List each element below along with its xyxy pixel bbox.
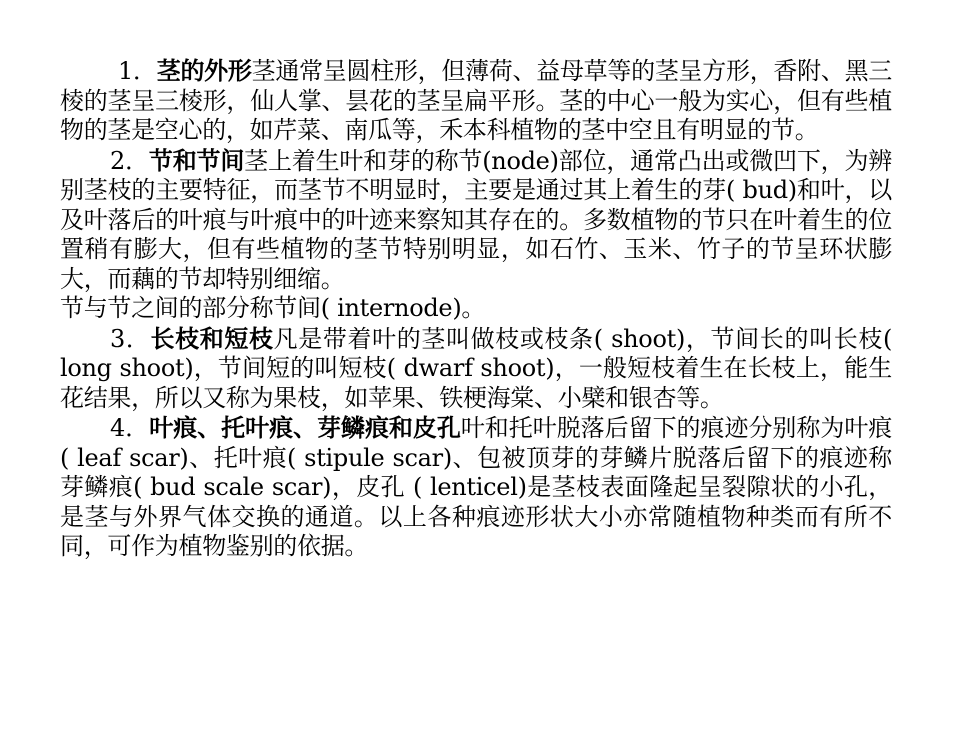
paragraph-number: 4． (110, 414, 150, 442)
paragraph-heading: 节和节间 (148, 145, 245, 175)
paragraph-heading: 叶痕、托叶痕、芽鳞痕和皮孔 (149, 413, 461, 442)
paragraph-long-short-shoot (60, 324, 892, 414)
paragraph-number: 3． (110, 324, 151, 353)
paragraph-body: 茎上着生叶和芽的称节(node)部位，通常凸出或微凹下，为辨别茎枝的主要特征，而茎节不明显时，主要是通过其上着生的芽( bud)和叶，以及叶落后的叶痕与叶痕中的叶迹来察知其存在的。多数植物的节只在叶着生的位置稍有膨大，但有些植物的茎节特别明显，如石竹、玉米、竹子的节呈环状膨大，而藕的节却特别细缩。 (60, 146, 892, 293)
paragraph-number: 2． (110, 146, 149, 175)
paragraph-heading: 茎的外形 (156, 56, 252, 85)
paragraph-body: 茎通常呈圆柱形，但薄荷、益母草等的茎呈方形，香附、黑三棱的茎呈三棱形，仙人掌、昙花的茎呈扁平形。茎的中心一般为实心，但有些植物的茎是空心的，如芹菜、南瓜等，禾本科植物的茎中空且有明显的节。 (60, 57, 893, 144)
paragraph-internode-definition (60, 294, 892, 324)
paragraph-stem-shape (60, 56, 892, 146)
paragraph-heading: 长枝和短枝 (150, 323, 274, 353)
paragraph-scars-lenticels (60, 413, 892, 562)
paragraph-body: 凡是带着叶的茎叫做枝或枝条( shoot)，节间长的叫长枝( long shoot)，节间短的叫短枝( dwarf shoot)，一般短枝着生在长枝上，能生花结果，所以又称为果枝，如苹果、铁梗海棠、小檗和银杏等。 (60, 324, 893, 412)
slide-text-body (60, 56, 892, 562)
paragraph-number: 1． (118, 57, 157, 85)
paragraph-node-internode (60, 146, 892, 295)
paragraph-body: 叶和托叶脱落后留下的痕迹分别称为叶痕( leaf scar)、托叶痕( stipule scar)、包被顶芽的芽鳞片脱落后留下的痕迹称芽鳞痕( bud scale scar)，皮孔 ( lenticel)是茎枝表面隆起呈裂隙状的小孔，是茎与外界气体交换的通道。以上各种痕迹形状大小亦常随植物种类而有所不同，可作为植物鉴别的依据。 (60, 414, 893, 560)
paragraph-body: 节与节之间的部分称节间( internode)。 (60, 294, 486, 322)
